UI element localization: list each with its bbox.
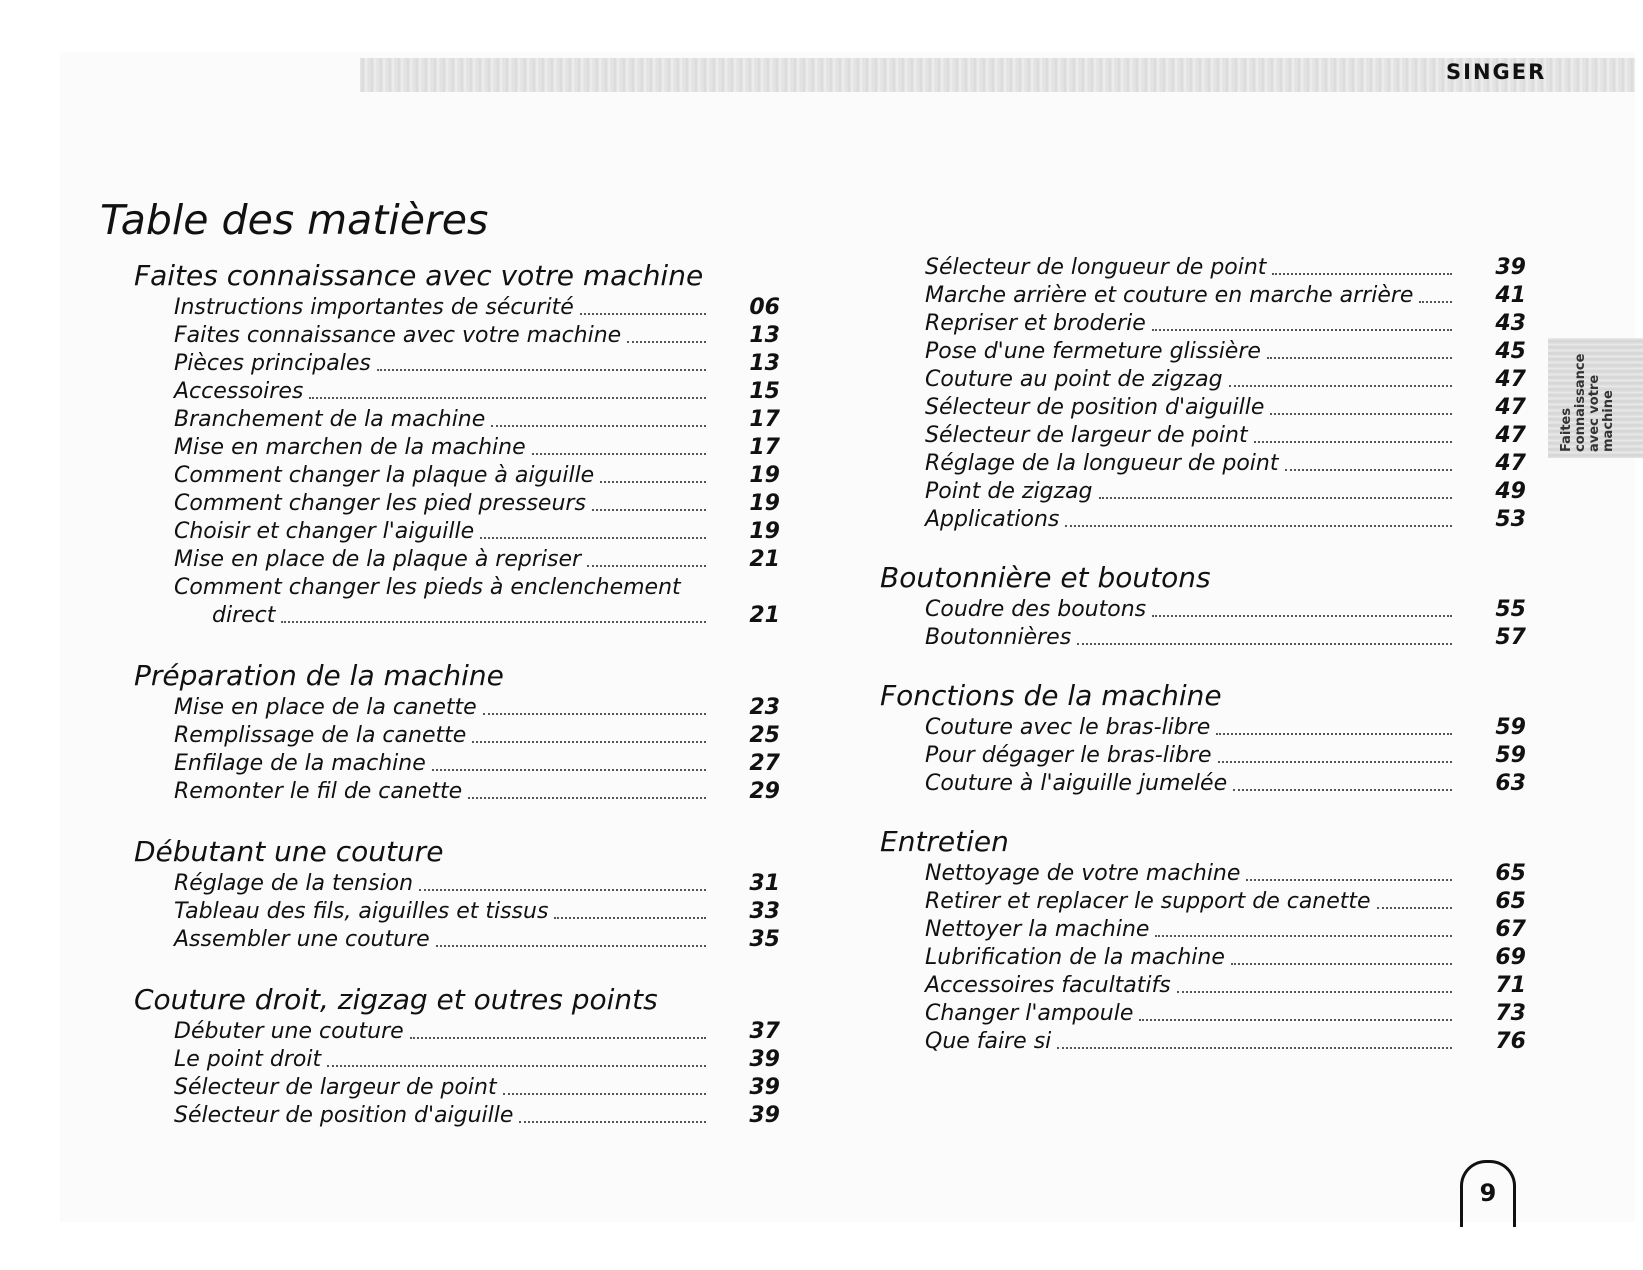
toc-entry-page: 13 — [749, 323, 780, 348]
toc-entry[interactable] — [134, 870, 780, 898]
toc-section — [880, 824, 1526, 1056]
section-title: Entretien — [880, 825, 1009, 858]
section-title: Faites connaissance avec votre machine — [134, 259, 704, 292]
dot-leader — [1233, 787, 1452, 791]
toc-entry-page: 57 — [1495, 625, 1526, 650]
toc-entry-label: Que faire si — [925, 1029, 1052, 1054]
toc-entry-label: Retirer et replacer le support de canette — [925, 889, 1371, 914]
dot-leader — [432, 767, 706, 771]
toc-entry-label: direct — [212, 603, 276, 628]
toc-entry[interactable] — [880, 366, 1526, 394]
toc-entry-label: Accessoires — [174, 379, 304, 404]
dot-leader — [1419, 299, 1452, 303]
toc-entry-page: 47 — [1495, 395, 1526, 420]
section-title: Fonctions de la machine — [880, 679, 1222, 712]
section-title: Débutant une couture — [134, 835, 444, 868]
dot-leader — [491, 423, 706, 427]
toc-entry[interactable] — [134, 1018, 780, 1046]
toc-entry[interactable] — [880, 282, 1526, 310]
toc-entry[interactable] — [880, 394, 1526, 422]
dot-leader — [410, 1035, 706, 1039]
dot-leader — [1065, 523, 1452, 527]
toc-entry-label: Couture avec le bras-libre — [925, 715, 1211, 740]
toc-entry-label: Boutonnières — [925, 625, 1072, 650]
dot-leader — [519, 1119, 706, 1123]
toc-entry-label: Remplissage de la canette — [174, 723, 467, 748]
toc-entry-page: 19 — [749, 519, 780, 544]
toc-entry-page: 76 — [1495, 1029, 1526, 1054]
toc-section — [134, 658, 780, 806]
toc-entry-label: Comment changer les pieds à enclenchement — [174, 575, 681, 600]
toc-entry-page: 17 — [749, 407, 780, 432]
toc-entry-label: Choisir et changer l'aiguille — [174, 519, 475, 544]
toc-entry[interactable] — [134, 518, 780, 546]
toc-entry-page: 06 — [749, 295, 780, 320]
section-title: Couture droit, zigzag et outres points — [134, 983, 658, 1016]
dot-leader — [1099, 495, 1452, 499]
dot-leader — [1152, 327, 1452, 331]
toc-entry-page: 31 — [749, 871, 780, 896]
toc-entry-page: 23 — [749, 695, 780, 720]
toc-entry[interactable] — [880, 624, 1526, 652]
toc-entry-page: 41 — [1495, 283, 1526, 308]
toc-entry-page: 55 — [1495, 597, 1526, 622]
toc-entry-label: Repriser et broderie — [925, 311, 1146, 336]
toc-entry-label: Réglage de la longueur de point — [925, 451, 1279, 476]
toc-entry-page: 47 — [1495, 367, 1526, 392]
toc-entry-label: Pose d'une fermeture glissière — [925, 339, 1261, 364]
dot-leader — [1254, 439, 1452, 443]
toc-entry-label: Sélecteur de position d'aiguille — [925, 395, 1265, 420]
toc-entry[interactable] — [880, 916, 1526, 944]
toc-left-column — [134, 258, 780, 1130]
toc-entry-label: Couture au point de zigzag — [925, 367, 1223, 392]
toc-entry-page: 21 — [749, 547, 780, 572]
toc-entry[interactable] — [880, 596, 1526, 624]
toc-entry-label: Sélecteur de longueur de point — [925, 255, 1267, 280]
dot-leader — [480, 535, 706, 539]
toc-entry-label: Couture à l'aiguille jumelée — [925, 771, 1228, 796]
dot-leader — [592, 507, 706, 511]
section-title: Préparation de la machine — [134, 659, 504, 692]
toc-entry-page: 15 — [749, 379, 780, 404]
dot-leader — [1229, 383, 1452, 387]
toc-entry-label: Branchement de la machine — [174, 407, 486, 432]
toc-entry-page: 19 — [749, 491, 780, 516]
toc-entry-page: 37 — [749, 1019, 780, 1044]
toc-entry-page: 33 — [749, 899, 780, 924]
toc-entry[interactable] — [880, 742, 1526, 770]
toc-entry[interactable] — [134, 546, 780, 574]
toc-entry-page: 13 — [749, 351, 780, 376]
toc-entry[interactable] — [134, 898, 780, 926]
toc-entry[interactable] — [880, 338, 1526, 366]
toc-entry-label: Tableau des fils, aiguilles et tissus — [174, 899, 549, 924]
toc-entry-label: Débuter une couture — [174, 1019, 404, 1044]
toc-entry[interactable] — [880, 310, 1526, 338]
dot-leader — [1246, 877, 1452, 881]
toc-entry-page: 49 — [1495, 479, 1526, 504]
dot-leader — [1139, 1017, 1452, 1021]
toc-entry[interactable] — [880, 1000, 1526, 1028]
dot-leader — [281, 619, 706, 623]
toc-entry-label: Applications — [925, 507, 1060, 532]
toc-entry[interactable] — [134, 490, 780, 518]
toc-entry-label: Lubrification de la machine — [925, 945, 1225, 970]
toc-entry[interactable] — [880, 944, 1526, 972]
toc-entry[interactable] — [880, 714, 1526, 742]
toc-entry-label: Mise en place de la canette — [174, 695, 477, 720]
toc-entry-page: 29 — [749, 779, 780, 804]
toc-entry-label: Sélecteur de largeur de point — [925, 423, 1248, 448]
dot-leader — [1216, 731, 1452, 735]
toc-entry-label: Enfilage de la machine — [174, 751, 426, 776]
toc-entry-label: Point de zigzag — [925, 479, 1093, 504]
toc-section — [880, 678, 1526, 798]
toc-entry-label: Pièces principales — [174, 351, 371, 376]
toc-entry[interactable] — [134, 462, 780, 490]
brand-logo: SINGER — [1446, 60, 1547, 84]
toc-entry-page: 67 — [1495, 917, 1526, 942]
toc-entry-label: Nettoyer la machine — [925, 917, 1150, 942]
toc-entry-label: Coudre des boutons — [925, 597, 1147, 622]
toc-entry[interactable] — [134, 322, 780, 350]
dot-leader — [554, 915, 706, 919]
toc-entry-label: Marche arrière et couture en marche arrière — [925, 283, 1414, 308]
toc-entry-label: Changer l'ampoule — [925, 1001, 1134, 1026]
dot-leader — [1285, 467, 1452, 471]
dot-leader — [327, 1063, 706, 1067]
toc-entry-page: 63 — [1495, 771, 1526, 796]
toc-entry-label: Accessoires facultatifs — [925, 973, 1171, 998]
toc-entry-page: 73 — [1495, 1001, 1526, 1026]
toc-entry-page: 59 — [1495, 743, 1526, 768]
toc-entry-page: 45 — [1495, 339, 1526, 364]
toc-entry[interactable] — [880, 860, 1526, 888]
toc-entry-label: Comment changer les pied presseurs — [174, 491, 586, 516]
toc-entry[interactable] — [134, 434, 780, 462]
toc-right-column — [880, 254, 1526, 1056]
toc-entry-page: 71 — [1495, 973, 1526, 998]
dot-leader — [472, 739, 706, 743]
dot-leader — [419, 887, 706, 891]
toc-entry-page: 65 — [1495, 861, 1526, 886]
toc-entry[interactable] — [134, 1074, 780, 1102]
toc-entry-page: 17 — [749, 435, 780, 460]
toc-entry-page: 27 — [749, 751, 780, 776]
dot-leader — [1377, 905, 1452, 909]
toc-entry-label: Pour dégager le bras-libre — [925, 743, 1212, 768]
toc-entry-label: Faites connaissance avec votre machine — [174, 323, 622, 348]
toc-entry-page: 69 — [1495, 945, 1526, 970]
toc-entry-page: 39 — [749, 1047, 780, 1072]
toc-entry[interactable] — [134, 294, 780, 322]
toc-entry[interactable] — [880, 972, 1526, 1000]
dot-leader — [1077, 641, 1452, 645]
dot-leader — [436, 943, 706, 947]
toc-entry-label: Instructions importantes de sécurité — [174, 295, 574, 320]
toc-entry[interactable] — [880, 506, 1526, 534]
toc-entry-page: 39 — [1495, 255, 1526, 280]
page-number: 9 — [1460, 1160, 1516, 1227]
dot-leader — [503, 1091, 706, 1095]
header-band — [360, 58, 1635, 92]
toc-entry[interactable] — [880, 478, 1526, 506]
toc-entry-page: 25 — [749, 723, 780, 748]
toc-entry-label: Remonter le fil de canette — [174, 779, 463, 804]
toc-entry-label: Mise en marchen de la machine — [174, 435, 526, 460]
dot-leader — [309, 395, 706, 399]
toc-entry[interactable] — [134, 378, 780, 406]
toc-entry[interactable] — [134, 926, 780, 954]
toc-entry-page: 43 — [1495, 311, 1526, 336]
toc-section — [880, 560, 1526, 652]
dot-leader — [532, 451, 706, 455]
dot-leader — [1152, 613, 1452, 617]
dot-leader — [483, 711, 706, 715]
dot-leader — [600, 479, 706, 483]
dot-leader — [627, 339, 706, 343]
toc-entry[interactable] — [134, 406, 780, 434]
toc-entry-page: 47 — [1495, 451, 1526, 476]
dot-leader — [1057, 1045, 1452, 1049]
dot-leader — [1267, 355, 1452, 359]
toc-entry[interactable] — [134, 350, 780, 378]
toc-section — [880, 254, 1526, 534]
toc-entry[interactable] — [134, 750, 780, 778]
toc-entry[interactable] — [880, 888, 1526, 916]
dot-leader — [1177, 989, 1452, 993]
toc-entry-page: 19 — [749, 463, 780, 488]
toc-entry[interactable] — [134, 574, 774, 602]
toc-entry-label: Le point droit — [174, 1047, 322, 1072]
toc-section — [134, 982, 780, 1130]
dot-leader — [1272, 271, 1452, 275]
toc-entry[interactable] — [134, 694, 780, 722]
toc-entry-page: 53 — [1495, 507, 1526, 532]
toc-entry[interactable] — [880, 422, 1526, 450]
toc-entry-page: 65 — [1495, 889, 1526, 914]
section-title: Boutonnière et boutons — [880, 561, 1211, 594]
dot-leader — [587, 563, 706, 567]
dot-leader — [1270, 411, 1452, 415]
dot-leader — [1218, 759, 1452, 763]
toc-section — [134, 258, 780, 630]
toc-entry-page: 59 — [1495, 715, 1526, 740]
dot-leader — [580, 311, 706, 315]
toc-entry-page: 39 — [749, 1103, 780, 1128]
page-title: Table des matières — [100, 196, 489, 244]
toc-entry-label: Nettoyage de votre machine — [925, 861, 1241, 886]
toc-entry-page: 39 — [749, 1075, 780, 1100]
toc-entry-page: 47 — [1495, 423, 1526, 448]
toc-entry[interactable] — [134, 778, 780, 806]
side-tab-label: Faites connaissance avec votre machine — [1559, 353, 1616, 452]
toc-entry-label: Sélecteur de largeur de point — [174, 1075, 497, 1100]
toc-entry[interactable] — [134, 602, 780, 630]
toc-entry[interactable] — [880, 254, 1526, 282]
toc-entry[interactable] — [134, 1102, 780, 1130]
toc-entry[interactable] — [134, 722, 780, 750]
toc-entry-page: 21 — [749, 603, 780, 628]
toc-entry[interactable] — [134, 1046, 780, 1074]
toc-entry[interactable] — [880, 1028, 1526, 1056]
toc-entry-label: Comment changer la plaque à aiguille — [174, 463, 595, 488]
dot-leader — [1231, 961, 1452, 965]
toc-section — [134, 834, 780, 954]
toc-entry-label: Réglage de la tension — [174, 871, 414, 896]
dot-leader — [468, 795, 706, 799]
toc-entry-page: 35 — [749, 927, 780, 952]
dot-leader — [377, 367, 706, 371]
toc-entry[interactable] — [880, 770, 1526, 798]
toc-entry[interactable] — [880, 450, 1526, 478]
toc-entry-label: Assembler une couture — [174, 927, 430, 952]
toc-entry-label: Sélecteur de position d'aiguille — [174, 1103, 514, 1128]
dot-leader — [1155, 933, 1452, 937]
toc-entry-label: Mise en place de la plaque à repriser — [174, 547, 582, 572]
